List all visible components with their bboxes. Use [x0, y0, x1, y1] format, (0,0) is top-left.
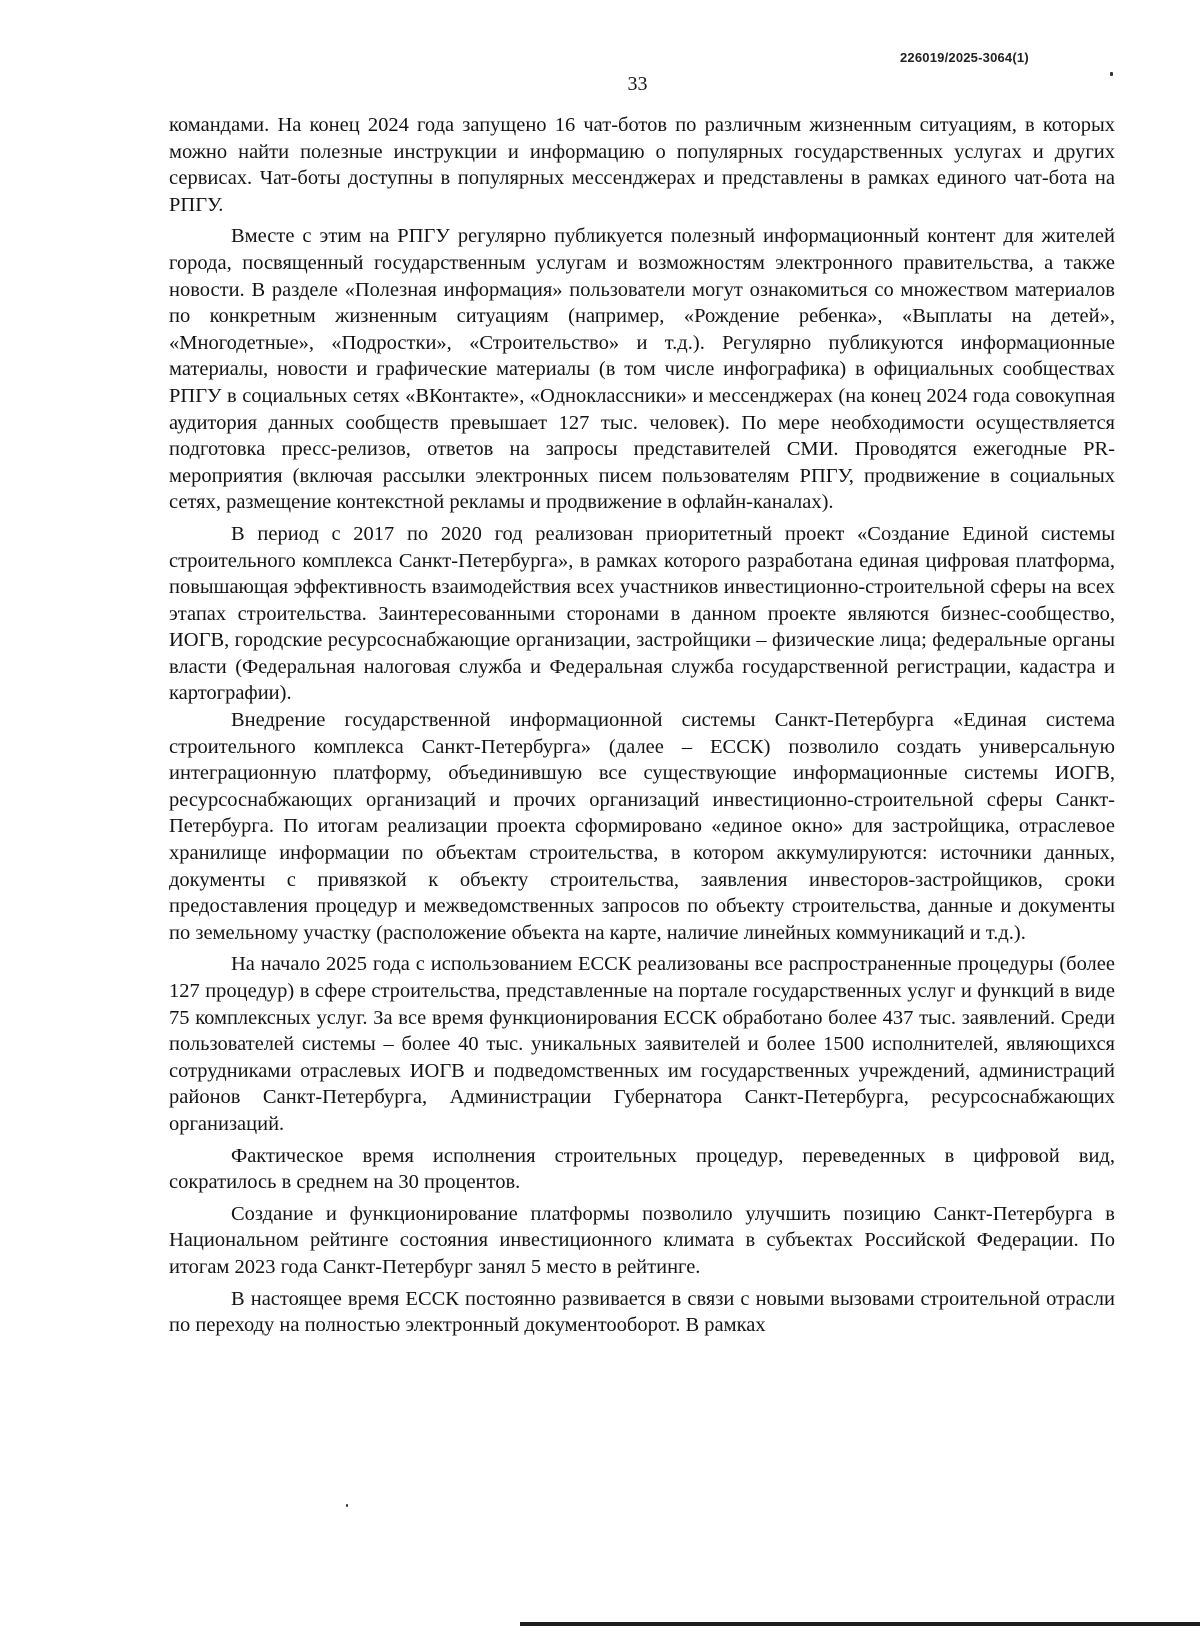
- document-registration-number: 226019/2025-3064(1): [900, 50, 1029, 65]
- paragraph-rating: Создание и функционирование платформы позволило улучшить позицию Санкт-Петербурга в Национальном рейтинге состояния инвестиционного климата в субъектах Российской Федерации. По итогам 2023 года Санкт-Петербург занял 5 место в рейтинге.: [169, 1202, 1115, 1278]
- paragraph-development: В настоящее время ЕССК постоянно развивается в связи с новыми вызовами строительной отрасли по переходу на полностью электронный документооборот. В рамках: [169, 1287, 1115, 1337]
- scan-speck: [1110, 72, 1113, 76]
- paragraph-time-reduction: Фактическое время исполнения строительных процедур, переведенных в цифровой вид, сократилось в среднем на 30 процентов.: [169, 1144, 1115, 1194]
- paragraph-continuation: командами. На конец 2024 года запущено 16 чат-ботов по различным жизненным ситуациям, в которых можно найти полезные инструкции и информацию о популярных государственных услугах и других сервисах. Чат-боты доступны в популярных мессенджерах и представлены в рамках единого чат-бота на РПГУ.: [169, 114, 1115, 216]
- scan-speck: [346, 1504, 348, 1507]
- paragraph-rpgu-content: Вместе с этим на РПГУ регулярно публикуется полезный информационный контент для жителей города, посвященный государственным услугам и возможностям электронного правительства, а также новости. В разделе «Полезная информация» пользователи могут ознакомиться со множеством материалов по конкретным жизненным ситуациям (например, «Рождение ребенка», «Выплаты на детей», «Многодетные», «Подростки», «Строительство» и т.д.). Регулярно публикуются информационные материалы, новости и графические материалы (в том числе инфографика) в официальных сообществах РПГУ в социальных сетях «ВКонтакте», «Одноклассники» и мессенджерах (на конец 2024 года совокупная аудитория данных сообществ превышает 127 тыс. человек). По мере необходимости осуществляется подготовка пресс-релизов, ответов на запросы представителей СМИ. Проводятся ежегодные PR-мероприятия (включая рассылки электронных писем пользователям РПГУ, продвижение в социальных сетях, размещение контекстной рекламы и продвижение в офлайн-каналах).: [169, 225, 1115, 514]
- paragraph-essk-project: В период с 2017 по 2020 год реализован приоритетный проект «Создание Единой системы строительного комплекса Санкт-Петербурга», в рамках которого разработана единая цифровая платформа, повышающая эффективность взаимодействия всех участников инвестиционно-строительной сферы на всех этапах строительства. Заинтересованными сторонами в данном проекте являются бизнес-сообщество, ИОГВ, городские ресурсоснабжающие организации, застройщики – физические лица; федеральные органы власти (Федеральная налоговая служба и Федеральная служба государственной регистрации, кадастра и картографии).: [169, 522, 1115, 705]
- scan-edge-line: [520, 1622, 1200, 1626]
- document-body: [169, 112, 1115, 1339]
- paragraph-essk-implementation: Внедрение государственной информационной системы Санкт-Петербурга «Единая система строительного комплекса Санкт-Петербурга» (далее – ЕССК) позволило создать универсальную интеграционную платформу, объединившую все существующие информационные системы ИОГВ, ресурсоснабжающих организаций и прочих организаций инвестиционно-строительной сферы Санкт-Петербурга. По итогам реализации проекта сформировано «единое окно» для застройщика, отраслевое хранилище информации по объектам строительства, в котором аккумулируются: источники данных, документы с привязкой к объекту строительства, заявления инвесторов-застройщиков, сроки предоставления процедур и межведомственных запросов по объекту строительства, данные и документы по земельному участку (расположение объекта на карте, наличие линейных коммуникаций и т.д.).: [169, 709, 1115, 944]
- paragraph-essk-statistics: На начало 2025 года с использованием ЕССК реализованы все распространенные процедуры (более 127 процедур) в сфере строительства, представленные на портале государственных услуг и функций в виде 75 комплексных услуг. За все время функционирования ЕССК обработано более 437 тыс. заявлений. Среди пользователей системы – более 40 тыс. уникальных заявителей и более 1500 исполнителей, являющихся сотрудниками отраслевых ИОГВ и подведомственных им государственных учреждений, администраций районов Санкт-Петербурга, Администрации Губернатора Санкт-Петербурга, ресурсоснабжающих организаций.: [169, 953, 1115, 1135]
- page-number: 33: [627, 73, 648, 95]
